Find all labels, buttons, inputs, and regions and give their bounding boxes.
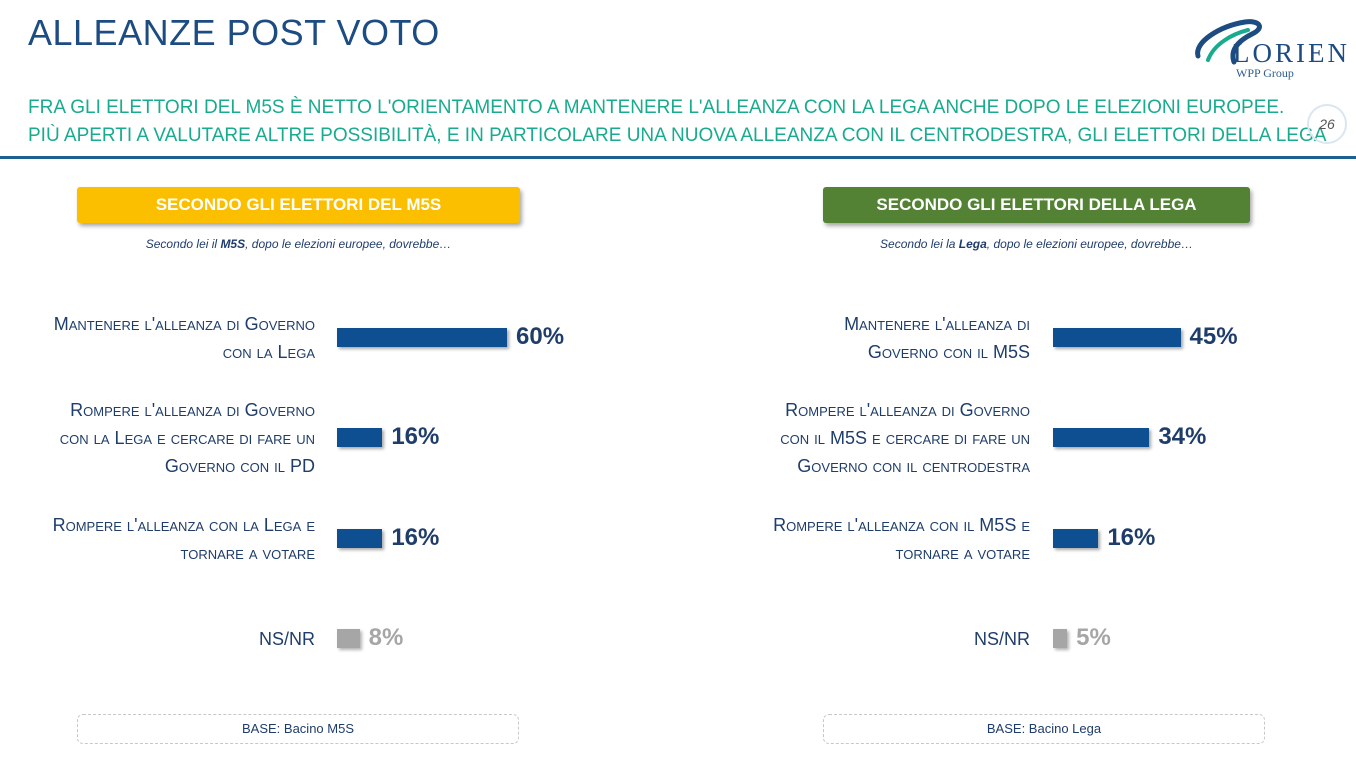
category-label	[710, 625, 1030, 653]
category-label-line: con il M5S e cercare di fare un	[780, 428, 1030, 448]
category-label-line: Governo con il centrodestra	[797, 456, 1030, 476]
category-label-line: Mantenere l'alleanza di Governo	[53, 314, 315, 334]
category-label	[710, 511, 1030, 567]
category-label-line: Rompere l'alleanza con il M5S e	[773, 515, 1030, 535]
bar	[337, 629, 360, 648]
data-label: 45%	[1189, 323, 1238, 350]
base-note-lega: BASE: Bacino Lega	[823, 714, 1265, 744]
bar	[1053, 328, 1181, 347]
category-label	[0, 511, 315, 567]
bar	[1053, 629, 1067, 648]
category-label-line: tornare a votare	[180, 543, 315, 563]
question-m5s: Secondo lei il M5S, dopo le elezioni europee, dovrebbe…	[145, 237, 452, 251]
panel-title-lega: SECONDO GLI ELETTORI DELLA LEGA	[823, 187, 1250, 223]
bar	[1053, 529, 1098, 548]
logo-subtitle: WPP Group	[1236, 66, 1294, 80]
panel-title-m5s: SECONDO GLI ELETTORI DEL M5S	[77, 187, 520, 223]
bar	[1053, 428, 1149, 447]
category-label-line: NS/NR	[973, 629, 1030, 649]
data-label: 60%	[516, 323, 565, 350]
category-label-line: Governo con il M5S	[867, 342, 1030, 362]
page-title: ALLEANZE POST VOTO	[28, 12, 440, 53]
category-label	[0, 396, 315, 480]
bar	[337, 328, 507, 347]
base-note-m5s: BASE: Bacino M5S	[77, 714, 519, 744]
category-label	[710, 396, 1030, 480]
data-label: 16%	[391, 423, 440, 450]
logo-wordmark: LORIEN	[1233, 38, 1350, 68]
category-label-line: Mantenere l'alleanza di	[844, 314, 1030, 334]
data-label: 34%	[1158, 423, 1207, 450]
category-label-line: con la Lega	[222, 342, 315, 362]
bar	[337, 529, 382, 548]
data-label: 16%	[1107, 524, 1156, 551]
data-label: 5%	[1076, 624, 1111, 651]
category-label-line: Rompere l'alleanza con la Lega e	[52, 515, 315, 535]
bar	[337, 428, 382, 447]
question-lega: Secondo lei la Lega, dopo le elezioni europee, dovrebbe…	[880, 237, 1193, 251]
category-label-line: Rompere l'alleanza di Governo	[785, 400, 1030, 420]
category-label	[0, 625, 315, 653]
category-label	[0, 310, 315, 366]
subtitle-line-1: FRA GLI ELETTORI DEL M5S È NETTO L'ORIENTAMENTO A MANTENERE L'ALLEANZA CON LA LEGA ANCHE DOPO LE ELEZIONI EUROPEE.	[28, 97, 1285, 118]
subtitle-line-2: PIÙ APERTI A VALUTARE ALTRE POSSIBILITÀ, E IN PARTICOLARE UNA NUOVA ALLEANZA CON IL CENTRODESTRA, GLI ELETTORI DELLA LEGA	[28, 125, 1327, 146]
data-label: 8%	[368, 624, 404, 651]
header-divider	[0, 156, 1356, 159]
page-number: 26	[1307, 104, 1347, 144]
category-label-line: NS/NR	[258, 629, 315, 649]
category-label-line: tornare a votare	[895, 543, 1030, 563]
category-label-line: Governo con il PD	[164, 456, 315, 476]
data-label: 16%	[391, 524, 440, 551]
category-label-line: Rompere l'alleanza di Governo	[70, 400, 315, 420]
category-label	[710, 310, 1030, 366]
category-label-line: con la Lega e cercare di fare un	[59, 428, 315, 448]
